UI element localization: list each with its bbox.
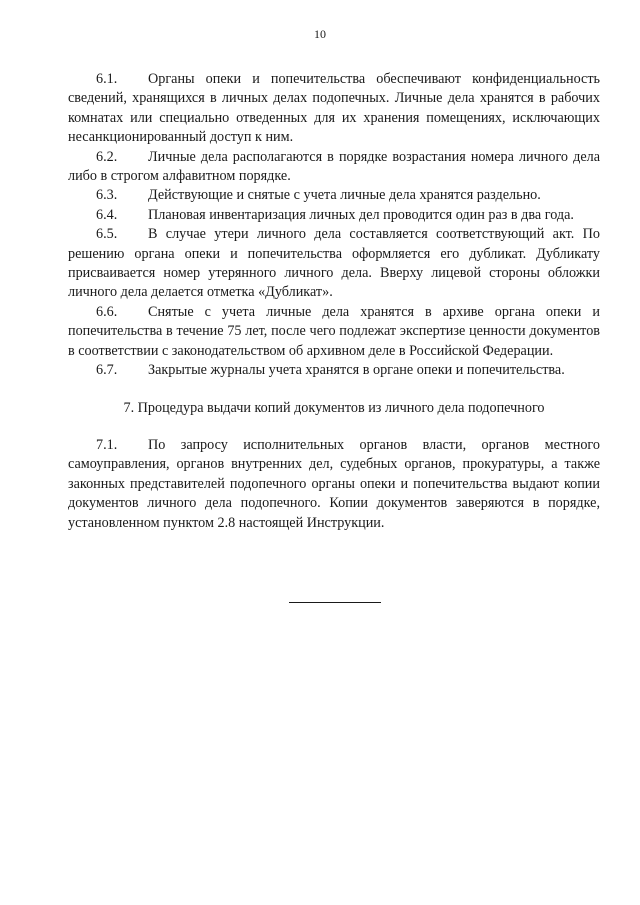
section-7-heading: 7. Процедура выдачи копий документов из личного дела подопечного (123, 399, 545, 416)
paragraph-text: Действующие и снятые с учета личные дела хранятся раздельно. (148, 187, 541, 204)
paragraph-number: 6.5. (96, 226, 118, 243)
page-number: 10 (314, 27, 326, 41)
paragraph-number: 6.4. (96, 206, 118, 223)
paragraph-6-1 (68, 70, 600, 148)
paragraph-text: По запросу исполнительных органов власти, органов местного самоуправления, органов внутренних дел, судебных органов, прокуратуры, а также законных представителей подопечного органы опеки и попечительства выдают копии документов личного дела подопечного. Копии документов заверяются в порядке, установленном пунктом 2.8 настоящей Инструкции. (68, 436, 600, 531)
paragraph-number: 6.7. (96, 362, 118, 379)
paragraph-number: 6.1. (96, 71, 118, 87)
paragraph-6-4 (68, 206, 600, 225)
paragraph-text: Плановая инвентаризация личных дел проводится один раз в два года. (148, 206, 574, 223)
paragraph-text: В случае утери личного дела составляется соответствующий акт. По решению органа опеки и попечительства оформляется его дубликат. Дубликату присваивается номер утерянного личного дела. Вверху лицевой стороны обложки личного дела делается отметка «Дубликат». (68, 226, 600, 301)
paragraph-6-7 (68, 361, 600, 380)
paragraph-text: Личные дела располагаются в порядке возрастания номера личного дела либо в строгом алфавитном порядке. (68, 148, 600, 185)
paragraph-number: 7.1. (96, 436, 118, 453)
paragraph-6-2 (68, 148, 600, 187)
paragraph-text: Снятые с учета личные дела хранятся в архиве органа опеки и попечительства в течение 75 лет, после чего подлежат экспертизе ценности документов в соответствии с законодательством об архивном деле в Российской Федерации. (68, 303, 600, 359)
paragraph-text: Органы опеки и попечительства обеспечивают конфиденциальность сведений, хранящихся в личных делах подопечных. Личные дела хранятся в рабочих комнатах или специально отведенных для их хранения помещениях, исключающих несанкционированный доступ к ним. (68, 71, 600, 146)
paragraph-7-1 (68, 436, 600, 533)
paragraph-6-5 (68, 225, 600, 303)
paragraph-number: 6.3. (96, 187, 118, 204)
paragraph-6-3 (68, 186, 600, 205)
paragraph-number: 6.2. (96, 148, 118, 165)
end-of-document-line (289, 602, 381, 603)
paragraph-text: Закрытые журналы учета хранятся в органе опеки и попечительства. (148, 362, 565, 379)
paragraph-6-6 (68, 303, 600, 361)
document-body (68, 70, 600, 533)
section-spacer (68, 418, 600, 436)
paragraph-number: 6.6. (96, 303, 118, 320)
